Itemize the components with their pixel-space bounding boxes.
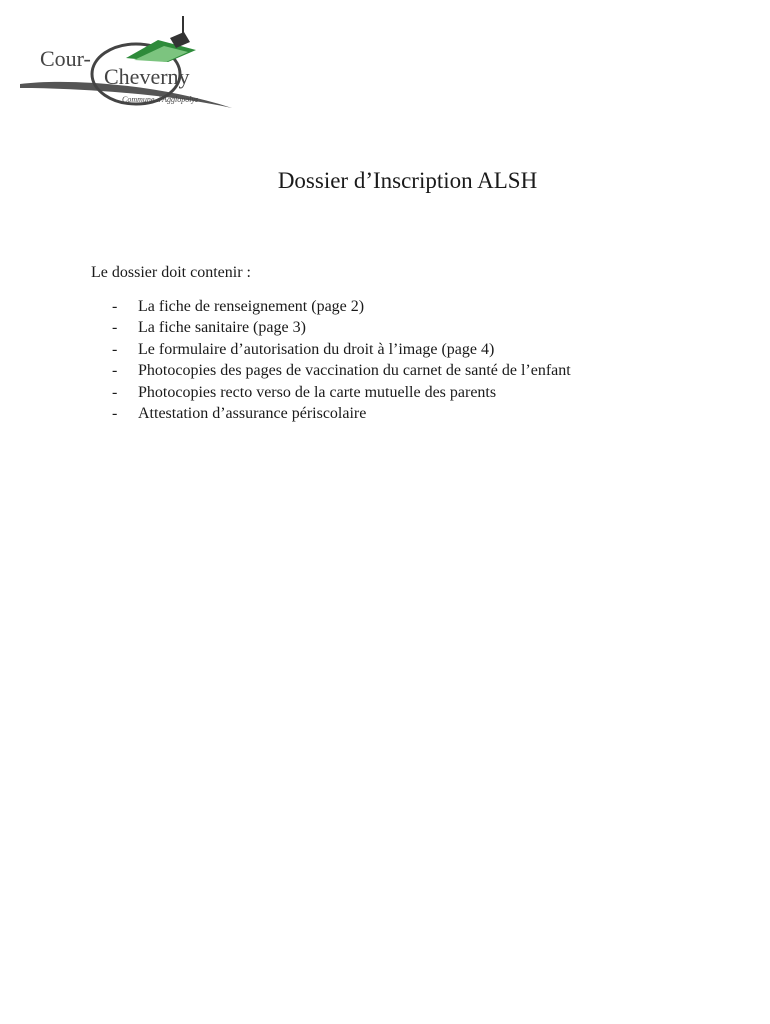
logo-graphic <box>18 12 238 112</box>
list-item-text: Attestation d’assurance périscolaire <box>138 405 367 423</box>
list-item-text: Photocopies recto verso de la carte mutuelle des parents <box>138 383 497 401</box>
list-item <box>112 296 571 317</box>
bullet-dash: - <box>112 405 118 423</box>
list-item <box>112 339 571 360</box>
list-item-text: La fiche sanitaire (page 3) <box>138 319 306 337</box>
list-item-text: La fiche de renseignement (page 2) <box>138 298 365 315</box>
bullet-dash: - <box>112 298 118 315</box>
list-item <box>112 360 571 381</box>
logo-subtitle: Commune d'Agglopolys <box>122 95 199 104</box>
bullet-dash: - <box>112 383 118 401</box>
list-item-text: Le formulaire d’autorisation du droit à l’image (page 4) <box>138 340 495 358</box>
list-item <box>112 317 571 338</box>
cour-cheverny-logo <box>18 12 238 112</box>
list-item <box>112 382 571 403</box>
logo-text-cheverny: Cheverny <box>104 64 190 89</box>
bullet-dash: - <box>112 340 118 358</box>
bullet-dash: - <box>112 319 118 337</box>
list-item-text: Photocopies des pages de vaccination du carnet de santé de l’enfant <box>138 362 571 380</box>
list-item <box>112 403 571 424</box>
logo-text-cour: Cour- <box>40 46 91 71</box>
bullet-dash: - <box>112 362 118 380</box>
intro-text: Le dossier doit contenir : <box>91 264 251 281</box>
requirements-list <box>112 296 571 424</box>
document-title: Dossier d’Inscription ALSH <box>277 168 538 193</box>
